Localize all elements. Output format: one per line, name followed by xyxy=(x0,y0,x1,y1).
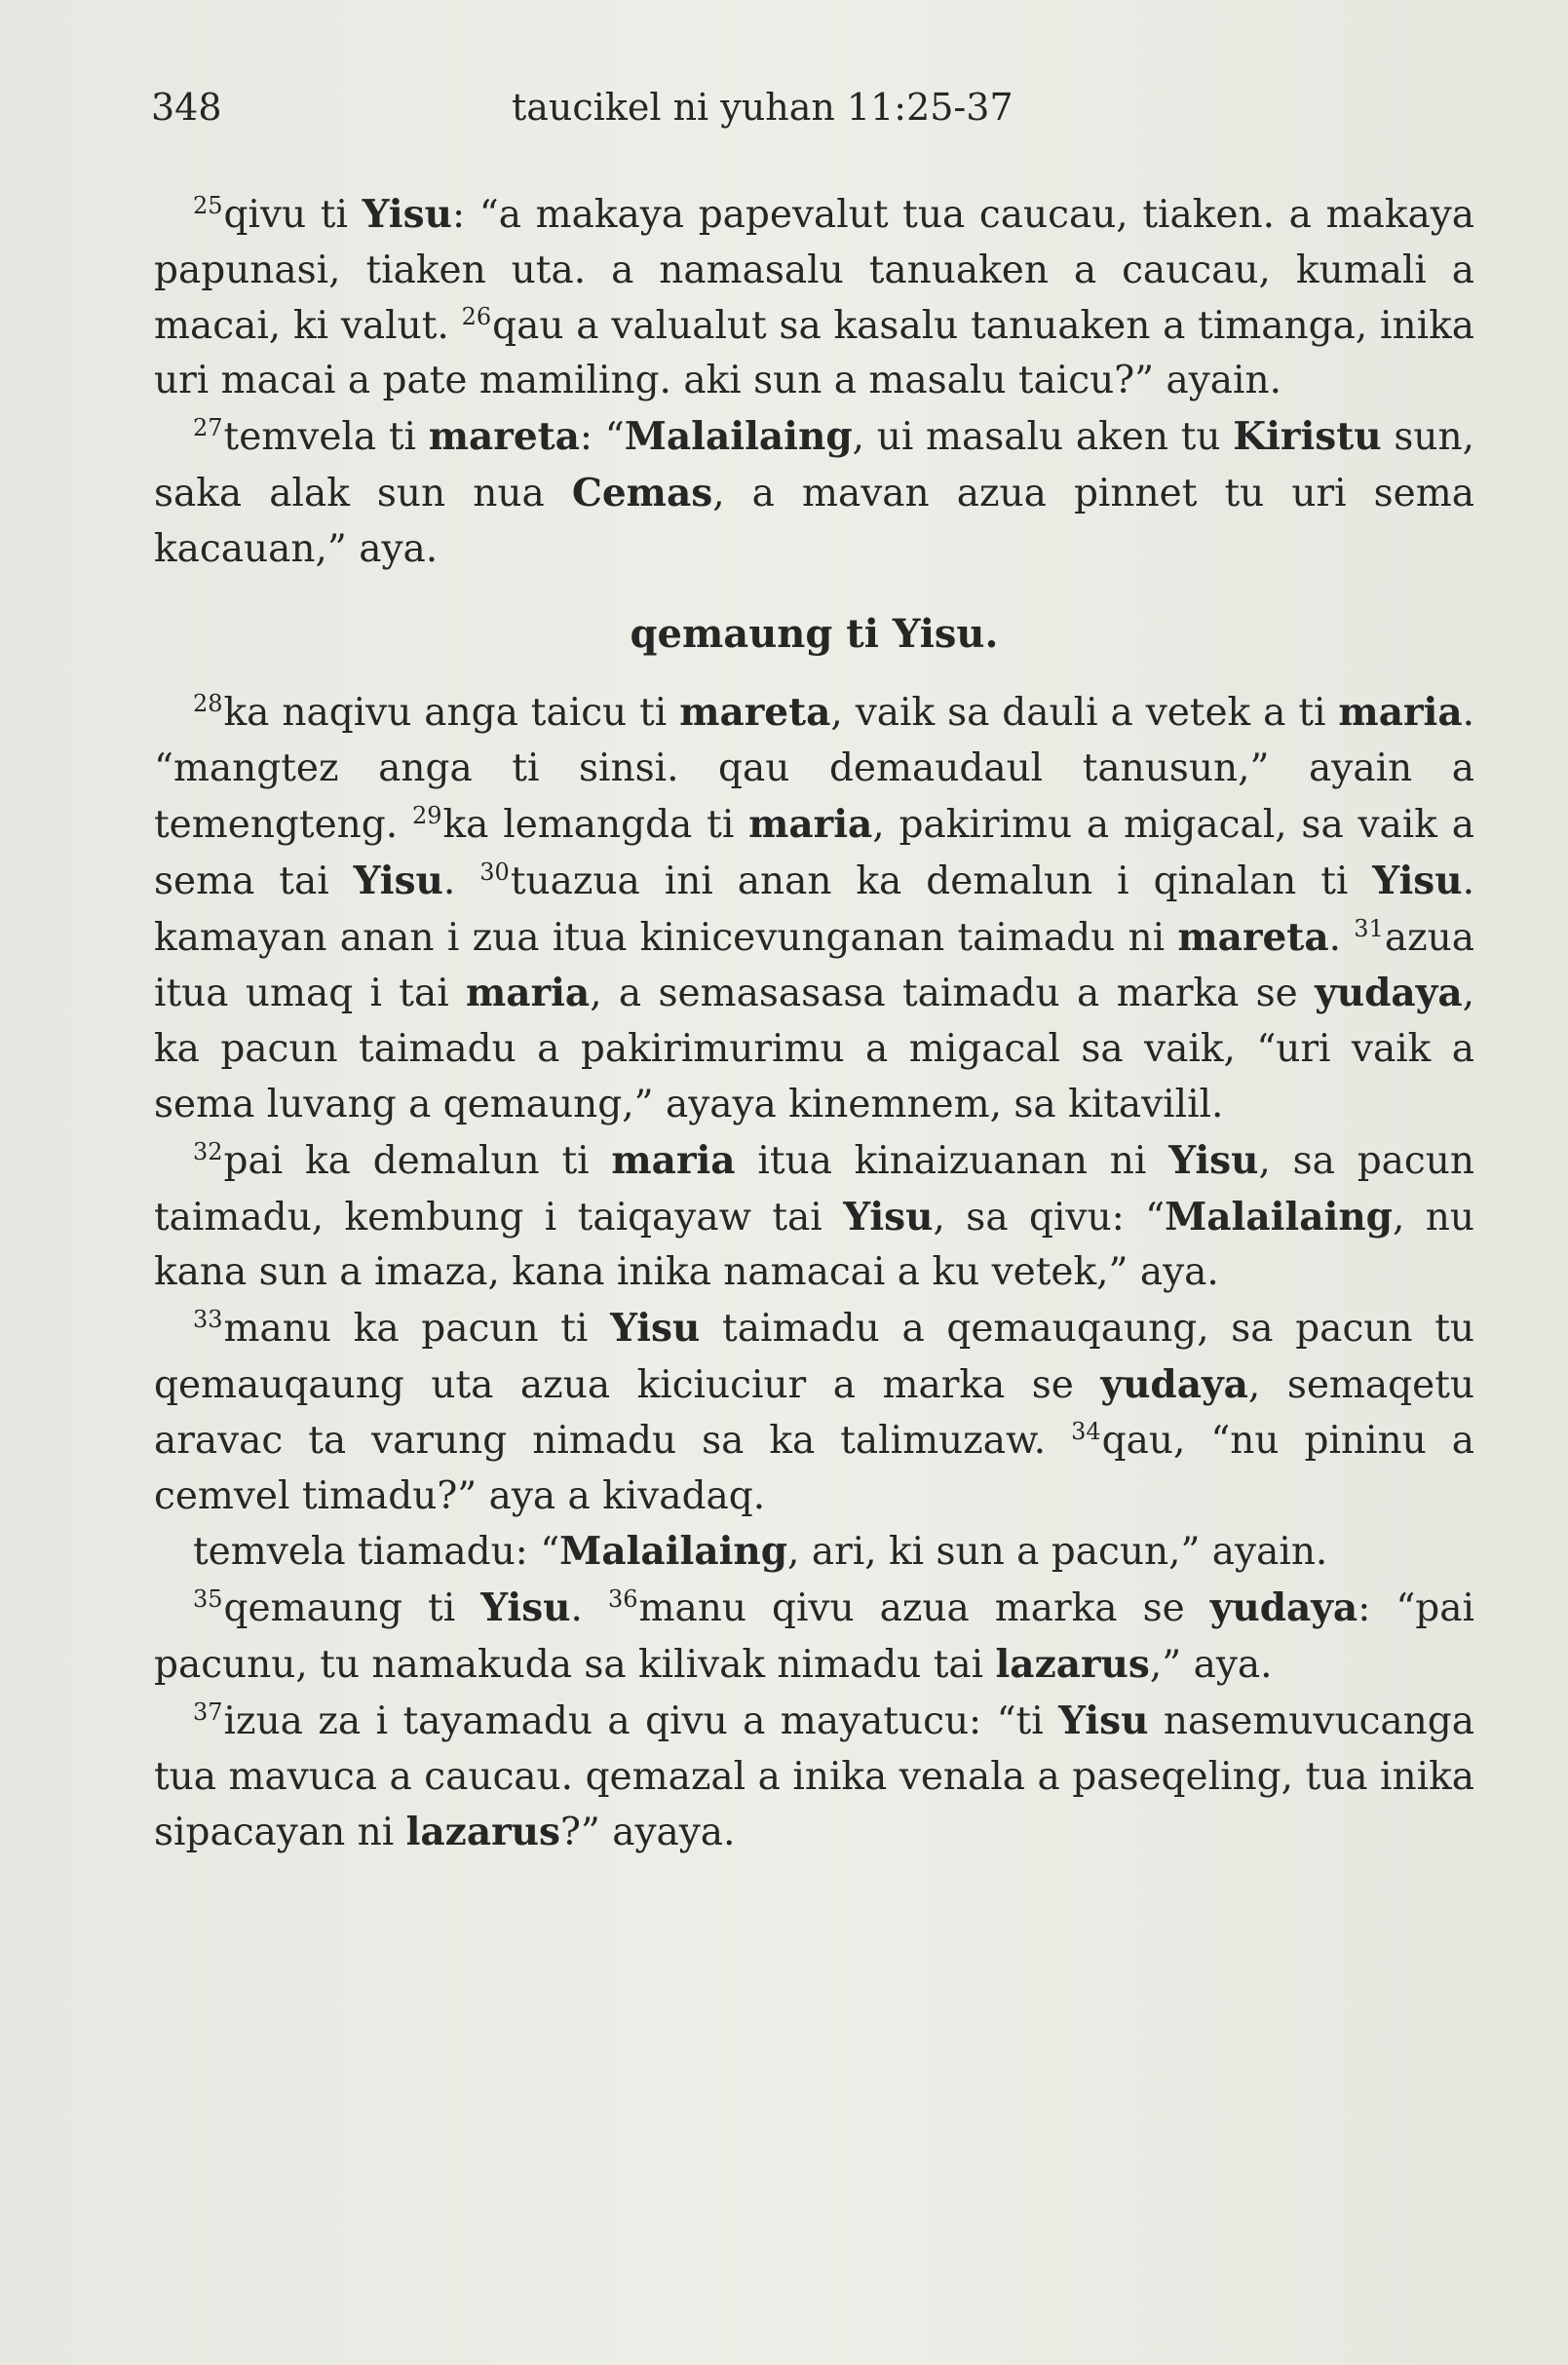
verse-number: 26 xyxy=(461,302,492,330)
verse-text: qemaung ti xyxy=(223,1586,481,1631)
verse-text: , vaik sa dauli a vetek a ti xyxy=(830,691,1339,736)
name-bold: maria xyxy=(748,801,873,847)
verse-number: 25 xyxy=(193,192,223,219)
verse-text: . xyxy=(570,1586,608,1631)
verse-number: 35 xyxy=(193,1585,223,1614)
page-number: 348 xyxy=(151,86,222,129)
verse-number: 36 xyxy=(607,1585,638,1614)
name-bold: Yisu xyxy=(362,192,452,237)
verse-number: 33 xyxy=(193,1306,223,1334)
verse-text: , semaqetu aravac ta varung nimadu sa ka talimuzaw. xyxy=(154,1362,1474,1463)
name-bold: Yisu xyxy=(480,1585,571,1631)
verse-number: 28 xyxy=(193,690,223,718)
verse-text: : “pai pacunu, tu namakuda sa kilivak nimadu tai xyxy=(154,1586,1474,1687)
name-bold: Yisu xyxy=(1168,1137,1259,1183)
name-bold: Yisu xyxy=(1372,858,1463,903)
verse-text: tuazua ini anan ka demalun i qinalan ti xyxy=(510,858,1373,903)
verse-text: ka lemangda ti xyxy=(442,802,749,847)
paragraph-v32 xyxy=(154,1133,1474,1301)
name-bold: maria xyxy=(1338,690,1463,736)
verse-number: 34 xyxy=(1071,1417,1101,1445)
name-bold: lazarus xyxy=(995,1641,1150,1687)
name-bold: mareta xyxy=(1177,914,1329,960)
verse-text: , pakirimu a migacal, sa vaik a sema tai xyxy=(154,802,1474,903)
verse-text: izua za i tayamadu a qivu a mayatucu: “ti xyxy=(223,1698,1059,1743)
name-bold: Kiristu xyxy=(1233,414,1382,460)
verse-text: pai ka demalun ti xyxy=(223,1138,612,1183)
verse-text: taimadu a qemauqaung, sa pacun tu qemauqaung uta azua kiciuciur a marka se xyxy=(154,1307,1474,1407)
verse-text: , ui masalu aken tu xyxy=(852,415,1234,460)
name-bold: lazarus xyxy=(405,1810,560,1855)
verse-text: . “mangtez anga ti sinsi. qau demaudaul tanusun,” ayain a temengteng. xyxy=(154,691,1474,847)
verse-text: ka naqivu anga taicu ti xyxy=(223,691,680,736)
verse-text: , sa pacun taimadu, kembung i taiqayaw tai xyxy=(154,1138,1475,1240)
name-bold: Malailaing xyxy=(1165,1194,1393,1240)
verse-text: ?” ayaya. xyxy=(559,1811,736,1855)
running-head: taucikel ni yuhan 11:25-37 xyxy=(512,86,1013,129)
verse-text: manu qivu azua marka se xyxy=(638,1586,1210,1631)
verse-number: 31 xyxy=(1354,914,1384,942)
verse-text: qau a valualut sa kasalu tanuaken a timanga, inika uri macai a pate mamiling. aki sun a masalu taicu?” ayain. xyxy=(154,303,1474,403)
section-heading: qemaung ti Yisu. xyxy=(630,610,999,657)
verse-text: temvela tiamadu: “ xyxy=(193,1530,560,1575)
paragraph-reply xyxy=(154,1524,1474,1581)
name-bold: yudaya xyxy=(1100,1361,1248,1407)
verse-text: nasemuvucanga tua mavuca a caucau. qemazal a inika venala a paseqeling, tua inika sipacayan ni xyxy=(154,1698,1475,1855)
name-bold: yudaya xyxy=(1315,971,1463,1016)
verse-number: 30 xyxy=(479,858,510,886)
name-bold: mareta xyxy=(428,414,580,460)
verse-text: sun, saka alak sun nua xyxy=(154,415,1475,515)
verse-text: azua itua umaq i tai xyxy=(154,915,1475,1016)
verse-number: 37 xyxy=(193,1697,223,1726)
verse-text: qivu ti xyxy=(223,193,363,237)
paragraph-v33-34 xyxy=(154,1301,1474,1524)
name-bold: Malailaing xyxy=(624,414,853,460)
verse-text: . xyxy=(1328,915,1355,960)
verse-text: , a semasasasa taimadu a marka se xyxy=(590,972,1316,1016)
name-bold: Yisu xyxy=(353,858,443,903)
verse-text: , ari, ki sun a pacun,” ayain. xyxy=(787,1530,1328,1575)
verse-text: : “ xyxy=(579,415,625,460)
name-bold: Yisu xyxy=(843,1194,934,1240)
name-bold: yudaya xyxy=(1209,1585,1358,1631)
name-bold: mareta xyxy=(679,690,831,736)
page-body xyxy=(154,187,1474,1861)
verse-text: ,” aya. xyxy=(1149,1642,1273,1687)
verse-text: manu ka pacun ti xyxy=(223,1307,611,1352)
verse-number: 27 xyxy=(193,414,223,442)
paragraph-v37 xyxy=(154,1694,1474,1861)
verse-number: 29 xyxy=(411,801,442,829)
verse-text: temvela ti xyxy=(223,415,429,460)
verse-text: , sa qivu: “ xyxy=(933,1195,1166,1240)
name-bold: maria xyxy=(466,971,591,1016)
verse-text: qau, “nu pininu a cemvel timadu?” aya a kivadaq. xyxy=(154,1418,1474,1518)
name-bold: Cemas xyxy=(571,470,713,515)
paragraph-v25-26 xyxy=(154,187,1474,409)
verse-text: . kamayan anan i zua itua kinicevunganan taimadu ni xyxy=(154,858,1474,960)
verse-number: 32 xyxy=(193,1137,223,1165)
verse-text: . xyxy=(442,858,480,903)
name-bold: Yisu xyxy=(1058,1697,1149,1743)
verse-text: , a mavan azua pinnet tu uri sema kacauan,” aya. xyxy=(154,471,1474,571)
verse-text: , ka pacun taimadu a pakirimurimu a migacal sa vaik, “uri vaik a sema luvang a qemaung,” ayaya kinemnem, sa kitavilil. xyxy=(154,972,1475,1126)
paragraph-v27 xyxy=(154,409,1474,577)
paragraph-v28-31 xyxy=(154,685,1474,1132)
paragraph-v35-36 xyxy=(154,1581,1474,1694)
name-bold: Yisu xyxy=(610,1306,701,1352)
verse-text: itua kinaizuanan ni xyxy=(735,1138,1169,1183)
verse-text: : “a makaya papevalut tua caucau, tiaken. a makaya papunasi, tiaken uta. a namasalu tanuaken a caucau, kumali a macai, ki valut. xyxy=(154,193,1475,348)
name-bold: Malailaing xyxy=(559,1529,788,1575)
name-bold: maria xyxy=(611,1137,736,1183)
page-header xyxy=(151,86,1418,144)
verse-text: , nu kana sun a imaza, kana inika namacai a ku vetek,” aya. xyxy=(154,1195,1474,1295)
